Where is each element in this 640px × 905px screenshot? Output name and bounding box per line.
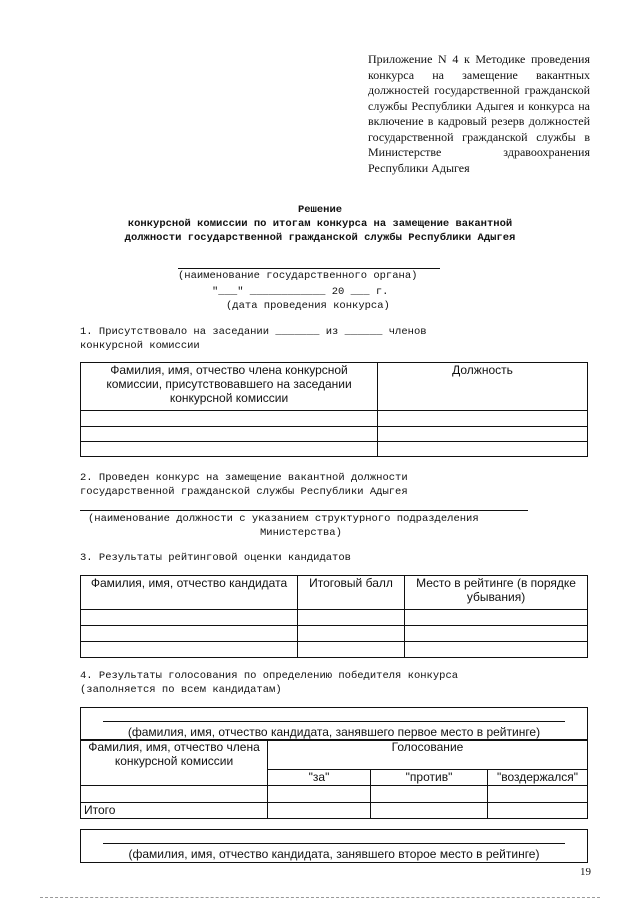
vote-option-against: "против" bbox=[371, 770, 488, 786]
table-row bbox=[81, 427, 588, 442]
org-name-line bbox=[178, 268, 440, 269]
rating-header-name: Фамилия, имя, отчество кандидата bbox=[81, 576, 298, 610]
voting-table bbox=[80, 739, 588, 819]
date-caption: (дата проведения конкурса) bbox=[226, 300, 390, 312]
scan-edge-artifact bbox=[40, 897, 600, 898]
table-row bbox=[81, 642, 588, 658]
section1-line2: конкурсной комиссии bbox=[80, 340, 200, 352]
date-line: "___" ____________ 20 ___ г. bbox=[212, 286, 389, 298]
rating-table bbox=[80, 575, 588, 658]
first-candidate-line bbox=[103, 721, 565, 722]
attendance-table bbox=[80, 362, 588, 457]
section2-caption2: Министерства) bbox=[260, 527, 342, 539]
section2-caption1: (наименование должности с указанием структурного подразделения bbox=[88, 513, 479, 525]
vote-option-for: "за" bbox=[268, 770, 371, 786]
table-row bbox=[81, 411, 588, 427]
total-label: Итого bbox=[81, 803, 268, 819]
table-row bbox=[81, 610, 588, 626]
second-candidate-line bbox=[103, 843, 565, 844]
rating-header-place: Место в рейтинге (в порядке убывания) bbox=[405, 576, 588, 610]
page-number: 19 bbox=[580, 866, 591, 878]
document-subtitle-line1: конкурсной комиссии по итогам конкурса на замещение вакантной bbox=[127, 218, 513, 230]
voting-header-vote: Голосование bbox=[268, 740, 588, 770]
table-row bbox=[81, 626, 588, 642]
section2-line2: государственной гражданской службы Республики Адыгея bbox=[80, 486, 408, 498]
section4-line1: 4. Результаты голосования по определению победителя конкурса bbox=[80, 670, 459, 682]
section2-line1: 2. Проведен конкурс на замещение вакантной должности bbox=[80, 472, 408, 484]
vote-option-abstain: "воздержался" bbox=[488, 770, 588, 786]
document-subtitle-line2: должности государственной гражданской службы Республики Адыгея bbox=[124, 232, 516, 244]
attendance-header-position: Должность bbox=[378, 363, 588, 411]
table-row bbox=[81, 786, 588, 803]
section4-line2: (заполняется по всем кандидатам) bbox=[80, 684, 282, 696]
section3-line1: 3. Результаты рейтинговой оценки кандидатов bbox=[80, 552, 351, 564]
first-candidate-caption: (фамилия, имя, отчество кандидата, занявшего первое место в рейтинге) bbox=[127, 725, 541, 739]
document-title: Решение bbox=[297, 204, 343, 216]
section1-line1: 1. Присутствовало на заседании _______ из ______ членов bbox=[80, 326, 427, 338]
first-candidate-box bbox=[80, 707, 588, 741]
second-candidate-caption: (фамилия, имя, отчество кандидата, занявшего второе место в рейтинге) bbox=[128, 847, 540, 861]
attendance-header-name: Фамилия, имя, отчество члена конкурсной комиссии, присутствовавшего на заседании конкурсной комиссии bbox=[81, 363, 378, 411]
rating-header-score: Итоговый балл bbox=[298, 576, 405, 610]
table-row bbox=[81, 803, 588, 819]
second-candidate-box bbox=[80, 829, 588, 863]
appendix-note: Приложение N 4 к Методике проведения конкурса на замещение вакантных должностей государственной гражданской службы Республики Адыгея и конкурса на включение в кадровый резерв должностей государственной гражданской службы в Министерстве здравоохранения Республики Адыгея bbox=[368, 52, 590, 175]
table-row bbox=[81, 442, 588, 457]
position-name-line bbox=[80, 510, 528, 511]
voting-header-member: Фамилия, имя, отчество члена конкурсной комиссии bbox=[81, 740, 268, 786]
org-caption: (наименование государственного органа) bbox=[178, 270, 418, 282]
